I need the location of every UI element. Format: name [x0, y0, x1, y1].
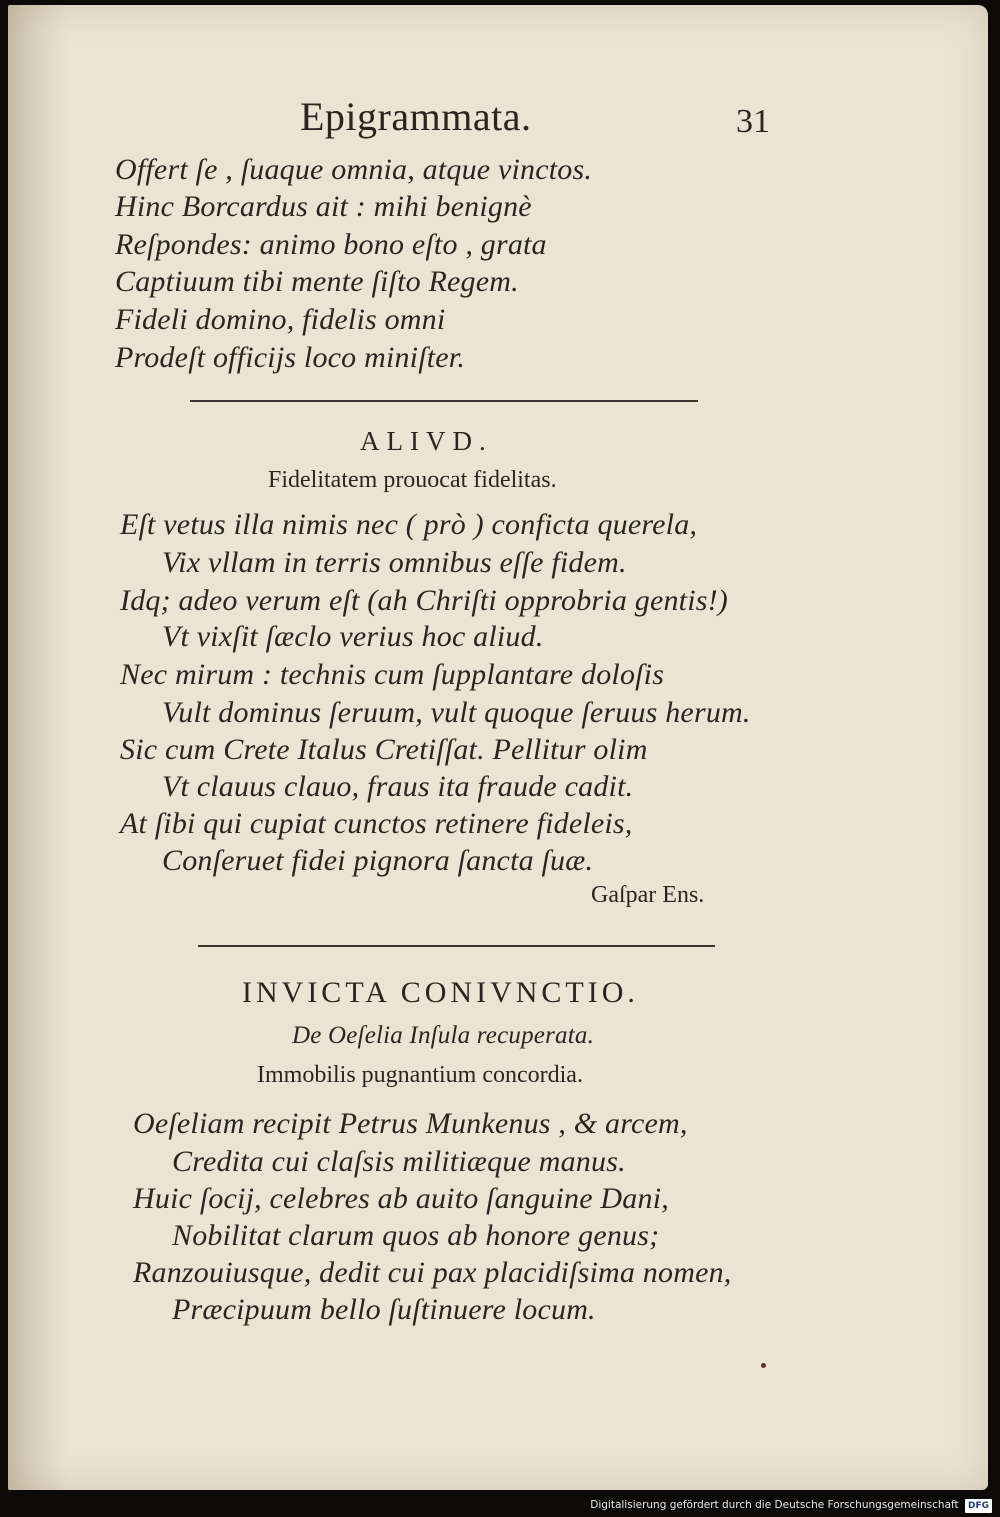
poem-line: Conſeruet fidei pignora ſancta ſuæ.: [162, 844, 594, 877]
section-title: ALIVD.: [360, 426, 493, 456]
poem-line: Vult dominus ſeruum, vult quoque ſeruus herum.: [162, 696, 751, 729]
book-page: [8, 5, 988, 1490]
poem-line: Sic cum Crete Italus Cretiſſat. Pellitur olim: [120, 733, 648, 766]
poem-line: Vt vixſit ſæclo verius hoc aliud.: [162, 620, 544, 653]
poem-line: Idq; adeo verum eſt (ah Chriſti opprobria gentis!): [120, 584, 728, 617]
poem-line: Nobilitat clarum quos ab honore genus;: [172, 1219, 660, 1252]
section-subtitle: De Oeſelia Inſula recuperata.: [292, 1022, 595, 1049]
poem-line: Huic ſocij, celebres ab auito ſanguine Dani,: [133, 1182, 669, 1215]
section-divider: [190, 400, 698, 402]
ink-spot: [761, 1363, 766, 1368]
poem-line: Reſpondes: animo bono eſto , grata: [115, 228, 547, 261]
poem-line: Nec mirum : technis cum ſupplantare doloſis: [120, 658, 665, 691]
poem-line: Credita cui claſsis militiæque manus.: [172, 1145, 626, 1178]
section-title: INVICTA CONIVNCTIO.: [242, 976, 639, 1009]
poem-line: Prodeſt officijs loco miniſter.: [115, 341, 466, 374]
poem-line: Captiuum tibi mente ſiſto Regem.: [115, 265, 519, 298]
running-head-title: Epigrammata.: [300, 94, 532, 139]
poem-line: Hinc Borcardus ait : mihi benignè: [115, 190, 532, 223]
section-motto: Fidelitatem prouocat fidelitas.: [268, 467, 557, 493]
credit-text: Digitalisierung gefördert durch die Deutsche Forschungsgemeinschaft: [590, 1499, 959, 1511]
section-divider: [198, 945, 715, 947]
poem-line: Præcipuum bello ſuſtinuere locum.: [172, 1293, 596, 1326]
poem-line: Offert ſe , ſuaque omnia, atque vinctos.: [115, 153, 593, 186]
page-number: 31: [736, 103, 770, 140]
digitization-credit: [590, 1498, 992, 1513]
dfg-logo: DFG: [965, 1499, 992, 1513]
poem-line: Oeſeliam recipit Petrus Munkenus , & arcem,: [133, 1107, 688, 1140]
poem-line: Fideli domino, fidelis omni: [115, 303, 446, 336]
poem-line: Vt clauus clauo, fraus ita fraude cadit.: [162, 770, 634, 803]
section-motto: Immobilis pugnantium concordia.: [257, 1062, 583, 1088]
poem-line: At ſibi qui cupiat cunctos retinere fideleis,: [120, 807, 633, 840]
poem-line: Vix vllam in terris omnibus eſſe fidem.: [162, 546, 627, 579]
poem-line: Eſt vetus illa nimis nec ( prò ) conficta querela,: [120, 508, 698, 541]
poem-line: Ranzouiusque, dedit cui pax placidiſsima nomen,: [133, 1256, 732, 1289]
author-signature: Gaſpar Ens.: [591, 882, 705, 908]
